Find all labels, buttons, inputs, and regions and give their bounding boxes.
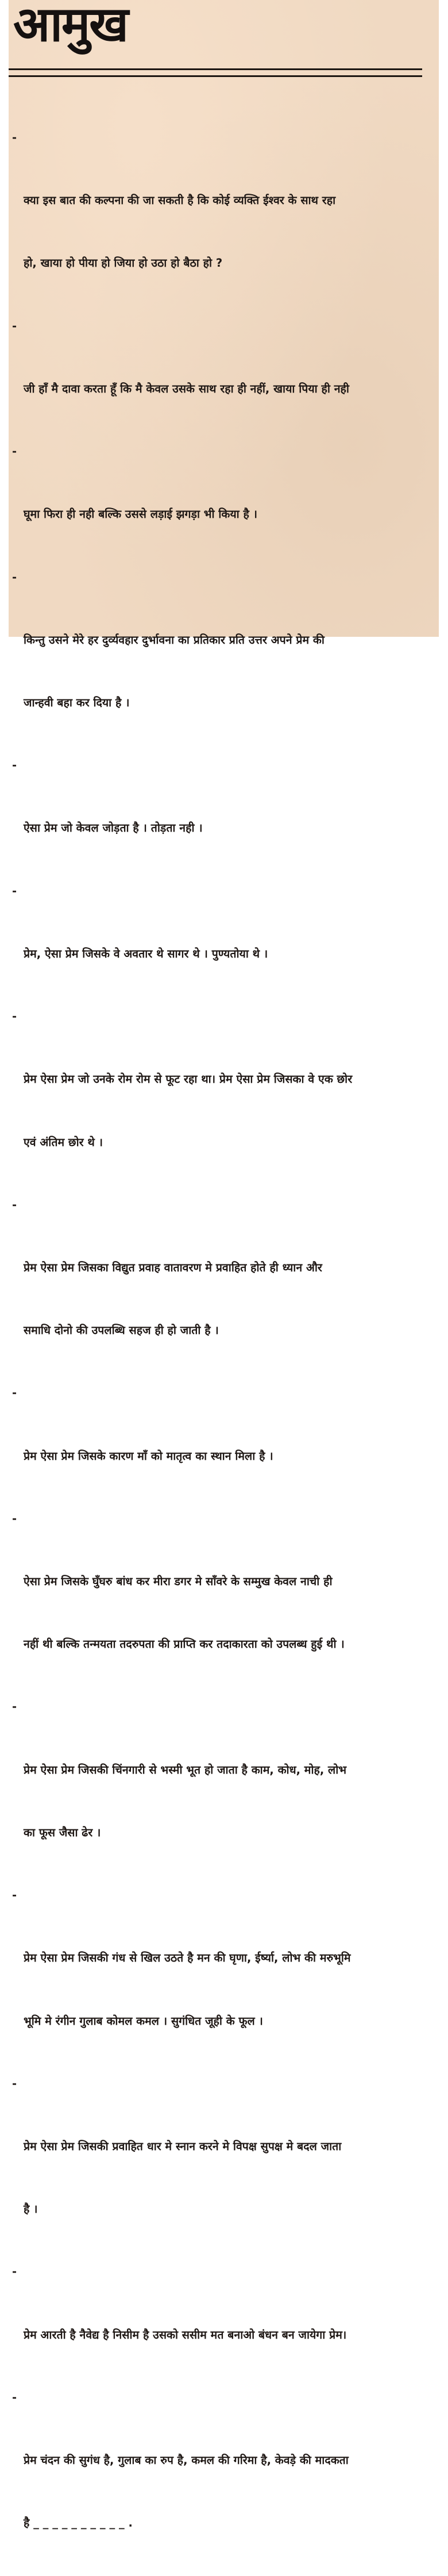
bullet-dash: -	[12, 1512, 17, 1525]
page-title: आमुख	[13, 0, 128, 52]
title-rule-top	[9, 68, 422, 70]
item-text-line: प्रेम ऐसा प्रेम जिसका विद्युत प्रवाह वातावरण मे प्रवाहित होते ही ध्यान और	[24, 1260, 322, 1274]
item-text-line: है _ _ _ _ _ _ _ _ _ _ .	[24, 2516, 133, 2530]
item-text-line: प्रेम ऐसा प्रेम जिसकी चिंनगारी से भस्मी भूत हो जाता है काम, कोध, मोह, लोभ	[24, 1763, 347, 1777]
item-text-line: किन्तु उसने मेरे हर दुर्व्यवहार दुर्भावना का प्रतिकार प्रति उत्तर अपने प्रेम की	[24, 633, 325, 647]
item-text-line: हो, खाया हो पीया हो जिया हो उठा हो बैठा हो ?	[24, 256, 223, 270]
item-text-line: प्रेम ऐसा प्रेम जो उनके रोम रोम से फूट रहा था। प्रेम ऐसा प्रेम जिसका वे एक छोर	[24, 1072, 353, 1086]
item-text-line: जी हाँ मै दावा करता हूँ कि मै केवल उसके साथ रहा ही नहीं, खाया पिया ही नही	[24, 382, 349, 395]
list-item	[11, 128, 436, 316]
list-item	[11, 567, 436, 756]
list-item	[11, 881, 436, 1006]
bullet-dash: -	[12, 1198, 17, 1212]
item-text-line: एवं अंतिम छोर थे ।	[24, 1135, 103, 1149]
list-item	[11, 316, 436, 441]
item-text-line: भूमि मे रंगीन गुलाब कोमल कमल । सुगंधित जूही के फूल ।	[24, 2014, 263, 2028]
item-text-line: प्रेम आरती है नैवेद्य है निसीम है उसको ससीम मत बनाओ बंधन बन जायेगा प्रेम।	[24, 2328, 347, 2342]
list-item	[11, 1509, 436, 1697]
item-text-line: प्रेम, ऐसा प्रेम जिसके वे अवतार थे सागर थे । पुण्यतोया थे ।	[24, 947, 268, 960]
bullet-dash: -	[12, 2077, 17, 2090]
item-text-line: जान्हवी बहा कर दिया है ।	[24, 695, 130, 709]
item-text-line: प्रेम ऐसा प्रेम जिसकी प्रवाहित धार मे स्नान करने मे विपक्ष सुपक्ष मे बदल जाता	[24, 2140, 342, 2153]
bullet-dash: -	[12, 570, 17, 584]
item-text-line: है ।	[24, 2202, 38, 2216]
bullet-dash: -	[12, 445, 17, 459]
item-text-line: प्रेम ऐसा प्रेम जिसकी गंध से खिल उठते है मन की घृणा, ईर्ष्या, लोभ की मरुभूमि	[24, 1951, 351, 1965]
bullet-dash: -	[12, 1889, 17, 1902]
item-text-line: प्रेम ऐसा प्रेम जिसके कारण माँ को मातृत्व का स्थान मिला है ।	[24, 1449, 273, 1463]
item-text-line: नहीं थी बल्कि तन्मयता तदरुपता की प्राप्ति कर तदाकारता को उपलब्ध हुई थी ।	[24, 1637, 345, 1651]
list-item	[11, 2387, 436, 2576]
list-item	[11, 755, 436, 881]
item-text-line: ऐसा प्रेम जिसके घुँघरु बांध कर मीरा डगर मे साँवरे के सम्मुख केवल नाची ही	[24, 1575, 333, 1589]
item-text-line: का फूस जैसा ढेर ।	[24, 1825, 101, 1839]
page-body	[11, 128, 436, 2576]
bullet-dash: -	[12, 1700, 17, 1714]
item-text-line: घूमा फिरा ही नही बल्कि उससे लड़ाई झगड़ा भी किया है ।	[24, 507, 258, 521]
list-item	[11, 1697, 436, 1885]
bullet-dash: -	[12, 131, 17, 144]
list-item	[11, 2074, 436, 2262]
list-item	[11, 1006, 436, 1195]
item-text-line: ऐसा प्रेम जो केवल जोड़ता है । तोड़ता नही ।	[24, 821, 203, 835]
bullet-dash: -	[12, 1010, 17, 1024]
bullet-dash: -	[12, 884, 17, 898]
list-item	[11, 441, 436, 567]
bullet-dash: -	[12, 2390, 17, 2404]
bullet-dash: -	[12, 319, 17, 333]
list-item	[11, 2262, 436, 2387]
bullet-dash: -	[12, 759, 17, 772]
title-rule-bottom	[9, 75, 422, 77]
item-text-line: समाधि दोनो की उपलब्धि सहज ही हो जाती है ।	[24, 1324, 219, 1337]
list-item	[11, 1195, 436, 1383]
item-text-line: क्या इस बात की कल्पना की जा सकती है कि कोई व्यक्ति ईश्वर के साथ रहा	[24, 194, 336, 207]
bullet-dash: -	[12, 2265, 17, 2279]
item-text-line: प्रेम चंदन की सुगंध है, गुलाब का रुप है, कमल की गरिमा है, केवड़े की मादकता	[24, 2454, 349, 2467]
list-item	[11, 1383, 436, 1508]
bullet-dash: -	[12, 1386, 17, 1400]
list-item	[11, 1885, 436, 2074]
book-page	[9, 0, 439, 2530]
